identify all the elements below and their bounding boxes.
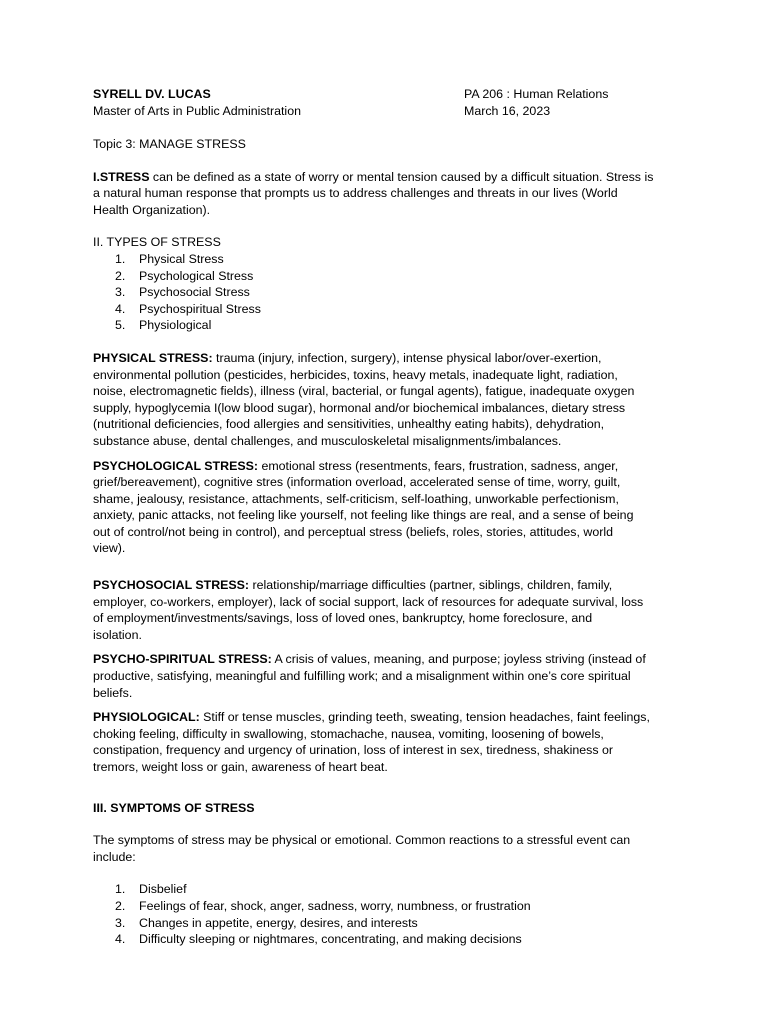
document-page <box>93 86 673 948</box>
list-item <box>93 301 673 318</box>
document-date: March 16, 2023 <box>464 103 551 118</box>
list-item-label: Difficulty sleeping or nightmares, concentrating, and making decisions <box>139 932 522 947</box>
paragraph-lead: PSYCHOLOGICAL STRESS: <box>93 458 258 473</box>
paragraph-lead: PSYCHO-SPIRITUAL STRESS: <box>93 652 272 667</box>
list-item-label: Feelings of fear, shock, anger, sadness, worry, numbness, or frustration <box>139 898 531 913</box>
list-item-label: Psychosocial Stress <box>139 285 250 300</box>
list-number: 5. <box>115 318 126 333</box>
list-item <box>93 931 673 948</box>
course-title: PA 206 : Human Relations <box>464 87 609 101</box>
types-section <box>93 234 673 334</box>
list-number: 3. <box>115 915 126 930</box>
list-item-label: Disbelief <box>139 882 187 897</box>
paragraph-line: isolation. <box>93 627 142 642</box>
paragraph-line: noise, electromagnetic fields), illness (viral, bacterial, or fungal agents), fatigue, inadequate oxygen <box>93 384 635 399</box>
paragraph-line: include: <box>93 849 136 864</box>
list-item-label: Physical Stress <box>139 251 224 266</box>
psychosocial-stress-paragraph <box>93 577 673 643</box>
paragraph-line: emotional stress (resentments, fears, frustration, sadness, anger, <box>258 458 619 473</box>
symptoms-list <box>93 881 673 947</box>
paragraph-line: shame, jealousy, resistance, attachments, self-criticism, self-loathing, unworkable perfectionism, <box>93 491 619 506</box>
paragraph-line: substance abuse, dental challenges, and musculoskeletal misalignments/imbalances. <box>93 433 562 448</box>
definition-line-2: a natural human response that prompts us to address challenges and threats in our lives (World <box>93 186 618 201</box>
paragraph-line: environmental pollution (pesticides, herbicides, toxins, heavy metals, inadequate light, radiation, <box>93 367 618 382</box>
paragraph-line: employer, co-workers, employer), lack of social support, lack of resources for adequate survival, loss <box>93 594 644 609</box>
paragraph-line: tremors, weight loss or gain, awareness of heart beat. <box>93 760 388 774</box>
paragraph-line: trauma (injury, infection, surgery), intense physical labor/over-exertion, <box>212 350 602 365</box>
types-list <box>93 251 673 334</box>
paragraph-line: grief/bereavement), cognitive stres (information overload, accelerated sense of time, worry, guilt, <box>93 475 621 490</box>
list-item <box>93 317 673 334</box>
paragraph-line: view). <box>93 541 126 556</box>
paragraph-line: relationship/marriage difficulties (partner, siblings, children, family, <box>249 578 613 593</box>
definition-line-1: can be defined as a state of worry or mental tension caused by a difficult situation. Stress is <box>149 169 654 184</box>
list-item-label: Physiological <box>139 318 212 333</box>
psychospiritual-stress-paragraph <box>93 651 673 701</box>
paragraph-line: beliefs. <box>93 685 133 700</box>
author-name: SYRELL DV. LUCAS <box>93 87 211 101</box>
paragraph-lead: PSYCHOSOCIAL STRESS: <box>93 578 250 593</box>
definition-line-3: Health Organization). <box>93 202 211 217</box>
author-program: Master of Arts in Public Administration <box>93 103 301 118</box>
list-item <box>93 251 673 268</box>
list-number: 2. <box>115 898 126 913</box>
paragraph-line: Stiff or tense muscles, grinding teeth, sweating, tension headaches, faint feelings, <box>199 710 650 725</box>
paragraph-line: supply, hypoglycemia I(low blood sugar), hormonal and/or biochemical imbalances, dietary stress <box>93 400 626 415</box>
paragraph-line: A crisis of values, meaning, and purpose; joyless striving (instead of <box>271 652 646 667</box>
list-number: 4. <box>115 932 126 947</box>
symptoms-intro <box>93 832 673 865</box>
symptoms-title: III. SYMPTOMS OF STRESS <box>93 800 255 815</box>
list-number: 2. <box>115 268 126 283</box>
topic-heading: Topic 3: MANAGE STRESS <box>93 137 246 151</box>
list-number: 4. <box>115 301 126 316</box>
paragraph-lead: PHYSICAL STRESS: <box>93 350 213 365</box>
list-item <box>93 268 673 285</box>
list-item <box>93 284 673 301</box>
list-item <box>93 915 673 932</box>
paragraph-lead: PHYSIOLOGICAL: <box>93 710 200 725</box>
physical-stress-paragraph <box>93 350 673 450</box>
document-header <box>93 86 673 120</box>
types-title: II. TYPES OF STRESS <box>93 235 221 250</box>
physiological-paragraph <box>93 709 673 775</box>
list-item <box>93 898 673 915</box>
paragraph-line: out of control/not being in control), and perceptual stress (beliefs, roles, stories, attitudes, world <box>93 524 613 539</box>
list-item <box>93 881 673 898</box>
paragraph-line: The symptoms of stress may be physical or emotional. Common reactions to a stressful event can <box>93 833 631 848</box>
list-item-label: Changes in appetite, energy, desires, and interests <box>139 915 418 930</box>
stress-definition <box>93 169 673 219</box>
list-item-label: Psychospiritual Stress <box>139 301 261 316</box>
paragraph-line: productive, satisfying, meaningful and fulfilling work; and a misalignment within one’s core spiritual <box>93 669 631 684</box>
list-number: 1. <box>115 251 126 266</box>
psychological-stress-paragraph <box>93 458 673 558</box>
paragraph-line: of employment/investments/savings, loss of loved ones, bankruptcy, home foreclosure, and <box>93 611 593 626</box>
paragraph-line: choking feeling, difficulty in swallowing, stomachache, nausea, vomiting, loosening of bowels, <box>93 726 604 741</box>
list-number: 3. <box>115 285 126 300</box>
list-item-label: Psychological Stress <box>139 268 254 283</box>
paragraph-line: anxiety, panic attacks, not feeling like yourself, not feeling like things are real, and a sense of being <box>93 508 634 523</box>
definition-lead: I.STRESS <box>93 169 150 184</box>
paragraph-line: (nutritional deficiencies, food allergies and sensitivities, unhealthy eating habits), dehydration, <box>93 417 605 432</box>
list-number: 1. <box>115 882 126 897</box>
paragraph-line: constipation, frequency and urgency of urination, loss of interest in sex, tiredness, shakiness or <box>93 743 614 758</box>
